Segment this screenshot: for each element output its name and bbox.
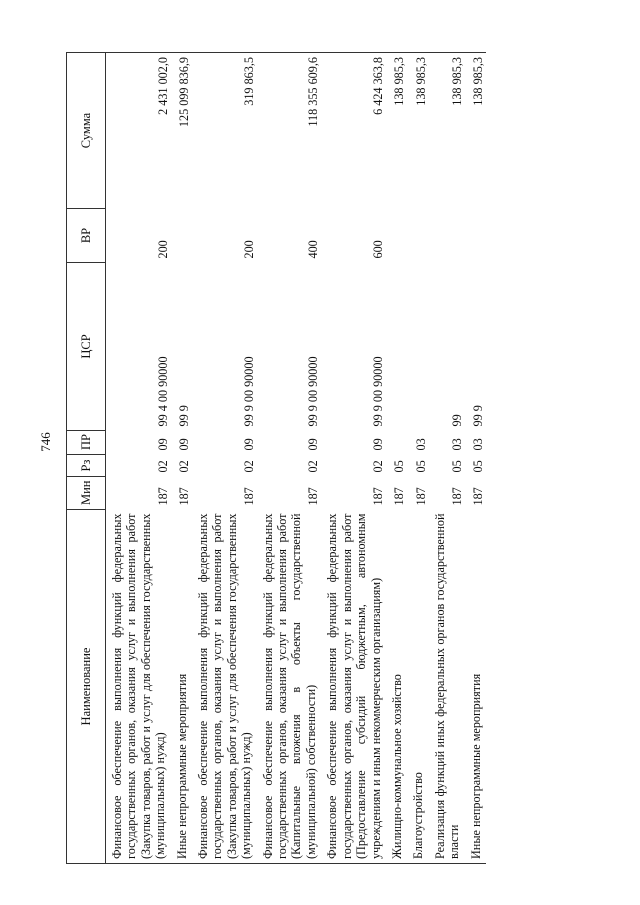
row-name: Жилищно-коммунальное хозяйство	[386, 510, 407, 864]
header-sum: Сумма	[67, 53, 106, 209]
budget-table-container	[66, 53, 571, 864]
row-sum: 138 985,3	[429, 53, 465, 209]
row-rz: 02	[155, 460, 170, 473]
header-csr: ЦСР	[67, 263, 106, 431]
table-row	[257, 53, 322, 864]
row-min: 187	[470, 487, 485, 506]
table-row	[321, 53, 386, 864]
table-row	[192, 53, 257, 864]
row-vr	[429, 209, 465, 263]
row-name: Иные непрограммные мероприятия	[465, 510, 486, 864]
table-row	[171, 53, 192, 864]
table-row	[407, 53, 428, 864]
row-sum: 6 424 363,8	[321, 53, 386, 209]
row-name: Финансовое обеспечение выполнения функций федеральных государственных органов, оказания услуг и выполнения работ (Закупка товаров, работ и услуг для обеспечения государственных (муниципальных) нужд)	[106, 510, 171, 864]
row-vr	[386, 209, 407, 263]
row-pr: 09	[370, 438, 385, 451]
header-vr: ВР	[67, 209, 106, 263]
row-vr: 400	[306, 240, 321, 259]
row-sum: 118 355 609,6	[257, 53, 322, 209]
row-vr: 200	[241, 240, 256, 259]
row-pr: 03	[413, 438, 428, 451]
row-name: Финансовое обеспечение выполнения функций федеральных государственных органов, оказания услуг и выполнения работ (Капитальные вложения в объекты государственной (муниципальной) собственности)	[257, 510, 322, 864]
row-vr: 200	[155, 240, 170, 259]
row-name: Финансовое обеспечение выполнения функций федеральных государственных органов, оказания услуг и выполнения работ (Предоставление субсидий бюджетным, автономным учреждениям и иным некоммерческим организациям)	[321, 510, 386, 864]
row-csr	[386, 263, 407, 431]
row-min: 187	[392, 487, 407, 506]
row-name: Реализация функций иных федеральных органов государственной власти	[429, 510, 465, 864]
row-csr: 99 9	[177, 405, 192, 427]
row-rz: 05	[449, 460, 464, 473]
row-rz: 05	[470, 460, 485, 473]
row-csr: 99 9 00 90000	[241, 356, 256, 427]
row-sum: 2 431 002,0	[106, 53, 171, 209]
row-sum: 138 985,3	[386, 53, 407, 209]
table-row	[106, 53, 171, 864]
header-rz: Рз	[67, 455, 106, 477]
row-vr	[465, 209, 486, 263]
row-sum: 319 863,5	[192, 53, 257, 209]
row-vr: 600	[370, 240, 385, 259]
row-csr: 99 9 00 90000	[370, 356, 385, 427]
row-sum: 138 985,3	[407, 53, 428, 209]
row-csr: 99	[449, 414, 464, 427]
row-csr: 99 9	[470, 405, 485, 427]
row-sum: 138 985,3	[465, 53, 486, 209]
row-vr	[407, 209, 428, 263]
row-rz: 02	[177, 460, 192, 473]
row-name: Финансовое обеспечение выполнения функций федеральных государственных органов, оказания услуг и выполнения работ (Закупка товаров, работ и услуг для обеспечения государственных (муниципальных) нужд)	[192, 510, 257, 864]
row-min: 187	[241, 487, 256, 506]
row-csr: 99 9 00 90000	[306, 356, 321, 427]
row-min: 187	[413, 487, 428, 506]
row-name: Иные непрограммные мероприятия	[171, 510, 192, 864]
header-pr: ПР	[67, 431, 106, 455]
row-pr: 09	[306, 438, 321, 451]
row-min: 187	[370, 487, 385, 506]
row-pr: 09	[155, 438, 170, 451]
row-rz: 05	[392, 460, 407, 473]
table-row	[386, 53, 407, 864]
row-min: 187	[177, 487, 192, 506]
row-min: 187	[306, 487, 321, 506]
row-pr	[386, 431, 407, 455]
row-rz: 02	[241, 460, 256, 473]
row-rz: 02	[370, 460, 385, 473]
page-number: 746	[38, 432, 53, 452]
row-pr: 03	[449, 438, 464, 451]
row-vr	[171, 209, 192, 263]
row-sum: 125 099 836,9	[171, 53, 192, 209]
row-name: Благоустройство	[407, 510, 428, 864]
row-min: 187	[155, 487, 170, 506]
row-rz: 05	[413, 460, 428, 473]
row-pr: 09	[241, 438, 256, 451]
table-row	[465, 53, 486, 864]
row-pr: 03	[470, 438, 485, 451]
budget-table	[66, 52, 486, 864]
row-csr	[407, 263, 428, 431]
row-csr: 99 4 00 90000	[155, 356, 170, 427]
row-rz: 02	[306, 460, 321, 473]
table-header-row	[67, 53, 106, 864]
table-row	[429, 53, 465, 864]
row-min: 187	[449, 487, 464, 506]
header-name: Наименование	[67, 510, 106, 864]
row-pr: 09	[177, 438, 192, 451]
header-min: Мин	[67, 477, 106, 510]
